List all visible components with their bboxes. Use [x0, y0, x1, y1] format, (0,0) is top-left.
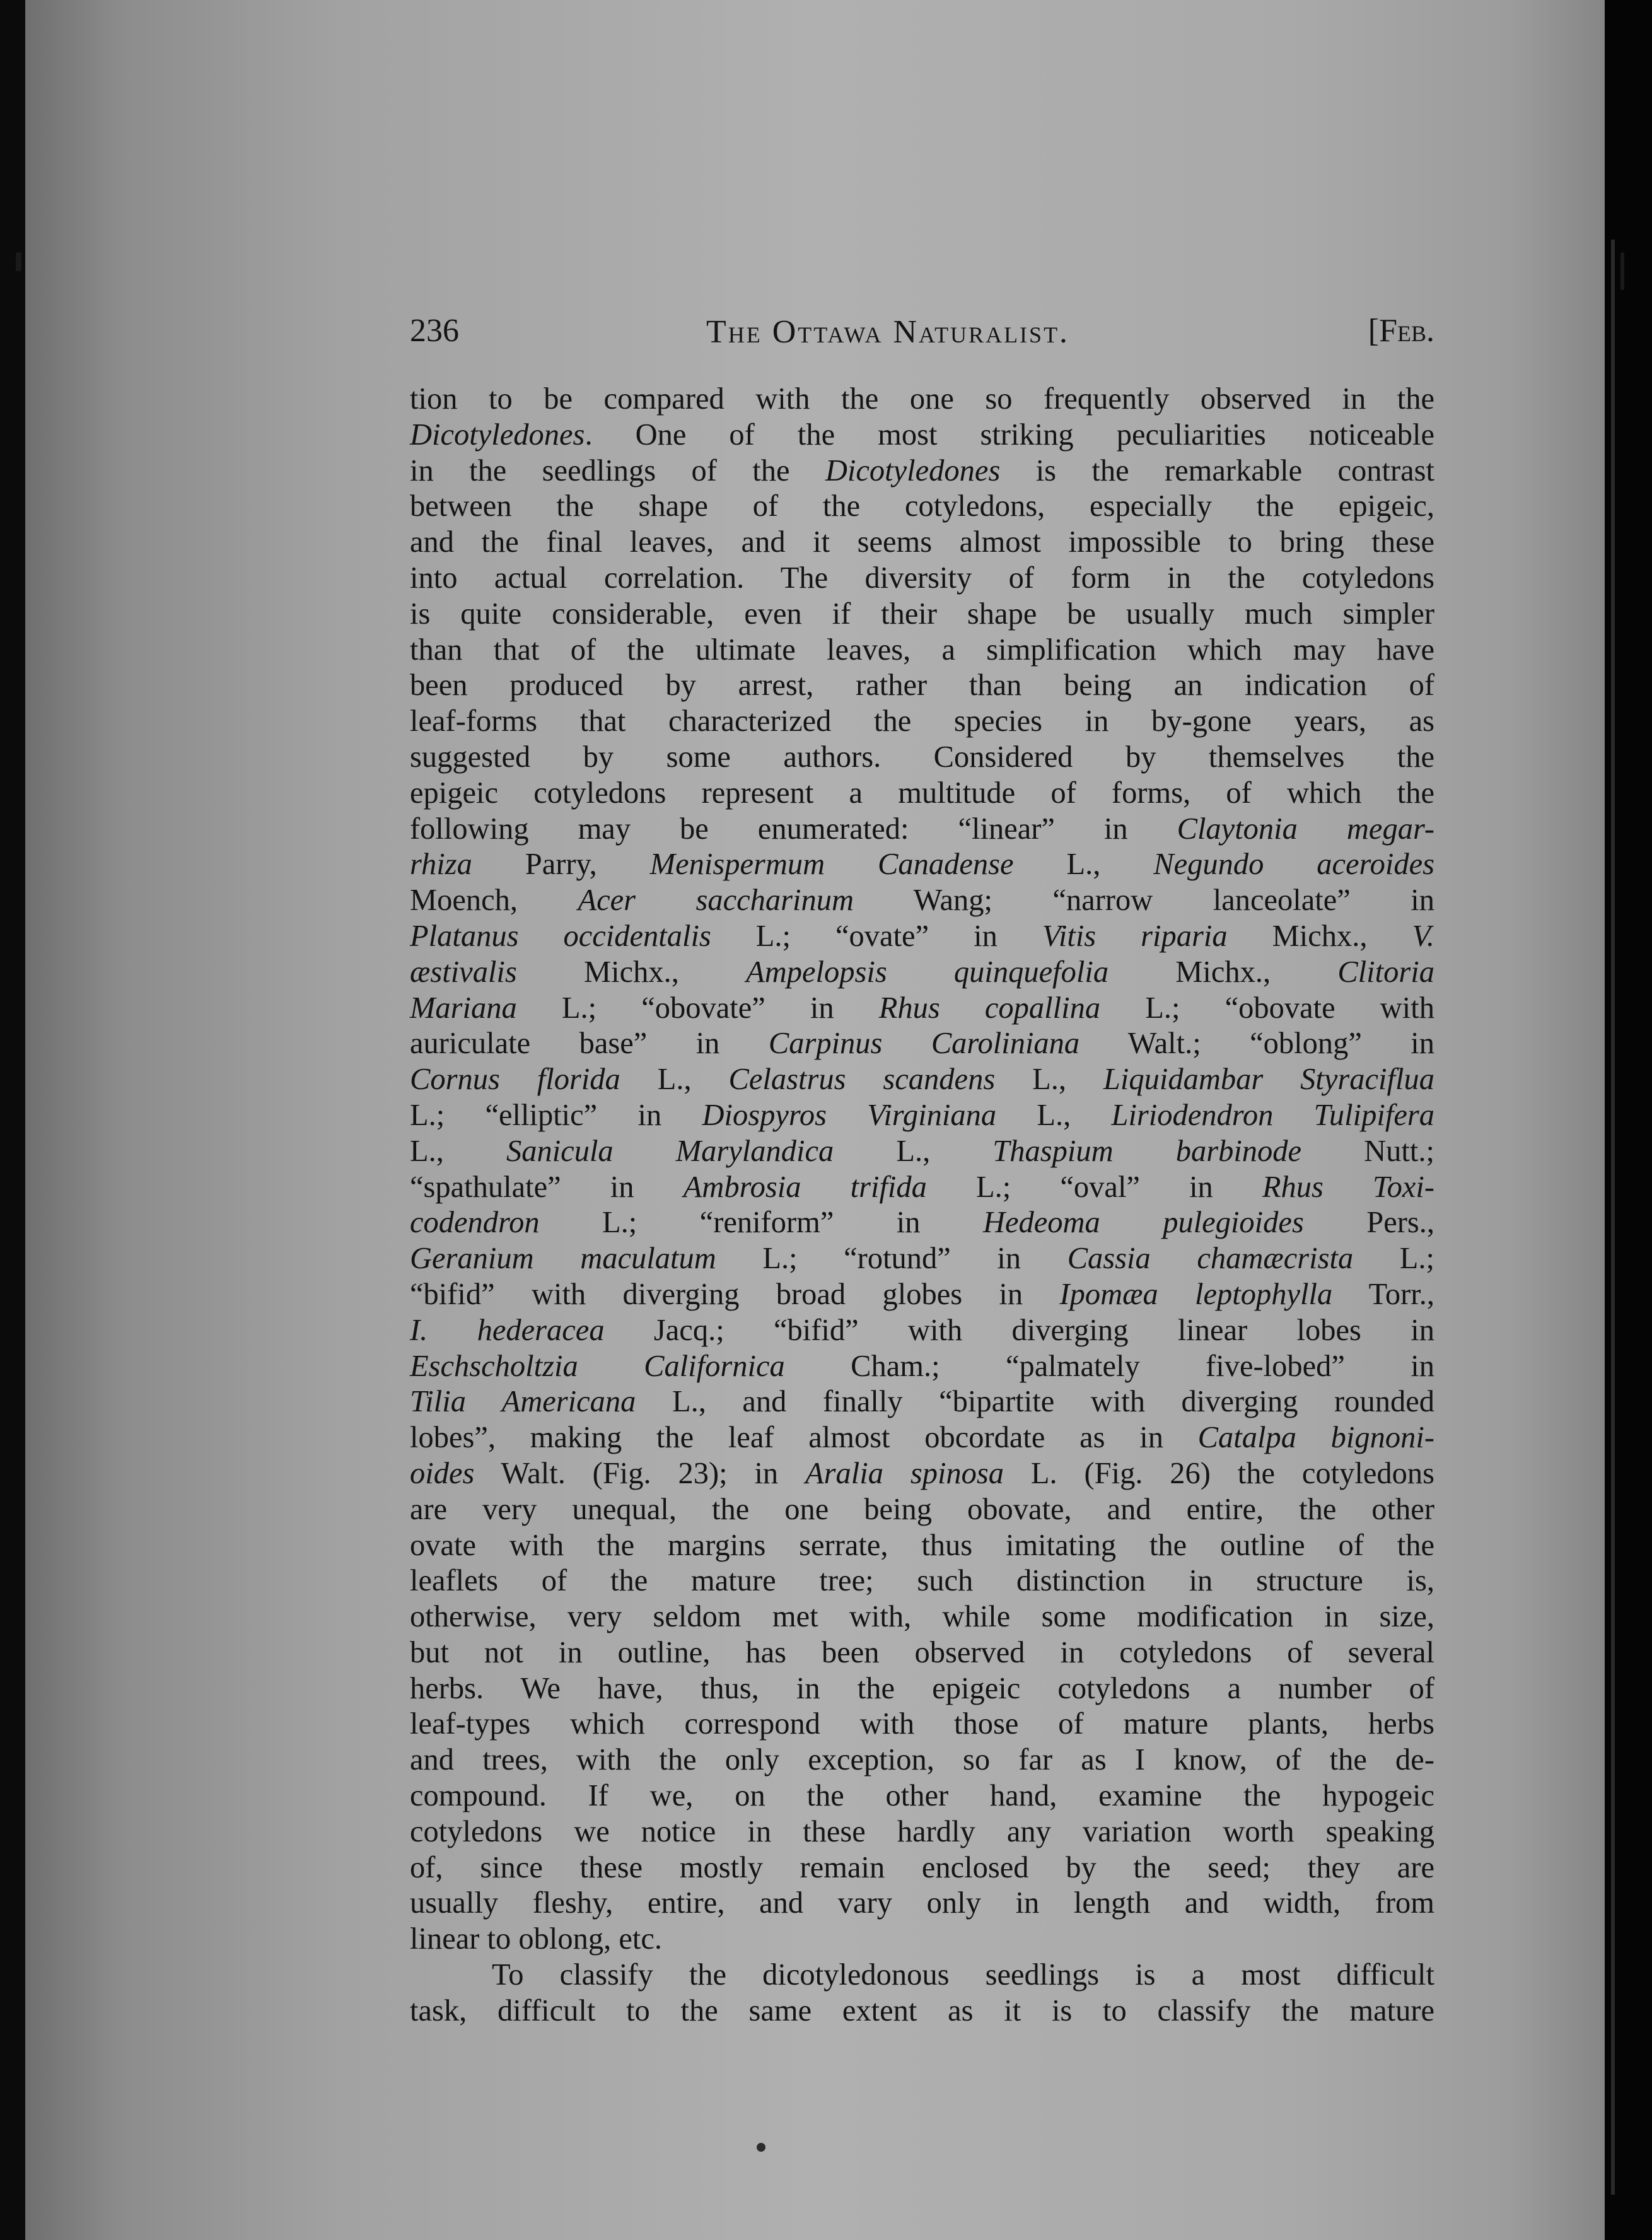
italic-text: Hedeoma pulegioides [982, 1206, 1304, 1240]
italic-text: codendron [410, 1206, 540, 1240]
text-line [410, 1456, 1434, 1492]
italic-text: Clitoria [1337, 955, 1434, 989]
text-segment: Nutt.; [1301, 1134, 1434, 1168]
text-line [410, 668, 1434, 704]
text-line [410, 1528, 1434, 1564]
text-line [410, 525, 1434, 561]
text-segment: L.; “rotund” in [716, 1242, 1067, 1276]
italic-text: Rhus copallina [878, 991, 1101, 1025]
text-line [410, 1563, 1434, 1599]
scan-artifact-mark [16, 252, 21, 271]
text-line [410, 1134, 1434, 1170]
text-segment: usually fleshy, entire, and vary only in length and width, from [410, 1886, 1434, 1920]
text-segment: ovate with the margins serrate, thus imitating the outline of the [410, 1528, 1434, 1562]
text-line [410, 847, 1434, 883]
italic-text: Aralia spinosa [805, 1456, 1004, 1490]
text-line [410, 1313, 1434, 1349]
italic-text: Dicotyledones [825, 453, 1001, 487]
text-segment: . One of the most striking peculiarities noticeable [585, 417, 1434, 452]
text-line [410, 382, 1434, 417]
text-segment: Wang; “narrow lanceolate” in [854, 884, 1434, 918]
italic-text: Ambrosia trifida [683, 1170, 927, 1204]
italic-text: I. hederacea [410, 1313, 605, 1347]
scan-dust-dot [757, 2143, 765, 2152]
text-segment: L., [834, 1134, 993, 1168]
text-line [410, 633, 1434, 668]
italic-text: Sanicula Marylandica [506, 1134, 834, 1168]
text-segment: following may be enumerated: “linear” in [410, 812, 1177, 846]
text-segment: leaf-types which correspond with those of mature plants, herbs [410, 1707, 1434, 1741]
text-segment: of, since these mostly remain enclosed by the seed; they are [410, 1850, 1434, 1884]
text-line [410, 1492, 1434, 1528]
text-segment: Walt.; “oblong” in [1079, 1027, 1434, 1061]
running-head [410, 312, 1434, 356]
text-line [410, 1026, 1434, 1062]
text-line [410, 453, 1434, 489]
text-segment: Moench, [410, 884, 578, 918]
body-text [410, 382, 1434, 2029]
text-segment: Michx., [516, 955, 747, 989]
italic-text: Geranium maculatum [410, 1242, 716, 1276]
text-segment: L. (Fig. 26) the cotyledons [1004, 1456, 1434, 1490]
text-line [410, 489, 1434, 525]
text-line [410, 991, 1434, 1027]
text-segment: L., [995, 1063, 1103, 1097]
text-segment: is quite considerable, even if their shape be usually much simpler [410, 597, 1434, 631]
text-segment: tion to be compared with the one so frequently observed in the [410, 382, 1434, 416]
text-segment: been produced by arrest, rather than being an indication of [410, 668, 1434, 703]
text-line [410, 597, 1434, 633]
text-line [410, 1349, 1434, 1385]
text-line [410, 1957, 1434, 1993]
italic-text: æstivalis [410, 955, 517, 989]
text-segment: Michx., [1108, 955, 1338, 989]
italic-text: Negundo aceroides [1153, 848, 1434, 882]
text-segment: L.; “obovate with [1100, 991, 1434, 1025]
text-line [410, 1062, 1434, 1098]
page-number: 236 [410, 313, 459, 349]
italic-text: Vitis riparia [1042, 919, 1228, 953]
text-segment: Michx., [1227, 919, 1412, 953]
text-segment: L.; “elliptic” in [410, 1098, 702, 1132]
text-segment: herbs. We have, thus, in the epigeic cotyledons a number of [410, 1671, 1434, 1705]
text-segment: L., [410, 1134, 506, 1168]
text-line [410, 1993, 1434, 2029]
italic-text: Cassia chamæcrista [1067, 1242, 1354, 1276]
italic-text: Thaspium barbinode [992, 1134, 1302, 1168]
text-line [410, 776, 1434, 812]
text-segment: “bifid” with diverging broad globes in [410, 1277, 1060, 1311]
text-line [410, 1922, 1434, 1957]
text-segment: and trees, with the only exception, so far as I know, of the de- [410, 1743, 1434, 1777]
text-segment: auriculate base” in [410, 1027, 769, 1061]
text-segment: but not in outline, has been observed in cotyledons of several [410, 1635, 1434, 1669]
text-line [410, 1170, 1434, 1206]
text-line [410, 1778, 1434, 1814]
text-segment: compound. If we, on the other hand, examine the hypogeic [410, 1779, 1434, 1813]
text-line [410, 1706, 1434, 1742]
italic-text: rhiza [410, 848, 472, 882]
italic-text: Acer saccharinum [578, 884, 854, 918]
text-segment: into actual correlation. The diversity of form in the cotyledons [410, 561, 1434, 595]
italic-text: V. [1412, 919, 1434, 953]
scan-artifact-mark [1620, 252, 1624, 290]
italic-text: Rhus Toxi- [1262, 1170, 1434, 1204]
text-segment: are very unequal, the one being obovate, and entire, the other [410, 1492, 1434, 1526]
text-line [410, 1850, 1434, 1886]
text-segment: L.; “oval” in [926, 1170, 1262, 1204]
text-segment: lobes”, making the leaf almost obcordate as in [410, 1421, 1198, 1455]
text-segment: L.; [1353, 1242, 1434, 1276]
text-segment: Torr., [1332, 1277, 1434, 1311]
italic-text: Catalpa bignoni- [1197, 1421, 1435, 1455]
text-line [410, 561, 1434, 597]
text-line [410, 1205, 1434, 1241]
text-line [410, 1420, 1434, 1456]
italic-text: Claytonia megar- [1177, 812, 1434, 846]
italic-text: Eschscholtzia Californica [410, 1349, 785, 1383]
text-segment: L.; “reniform” in [539, 1206, 983, 1240]
text-line [410, 1599, 1434, 1635]
italic-text: Menispermum Canadense [649, 848, 1014, 882]
italic-text: Cornus florida [410, 1063, 620, 1097]
text-segment: in the seedlings of the [410, 453, 825, 487]
text-line [410, 1277, 1434, 1313]
italic-text: oides [410, 1456, 475, 1490]
text-segment: Cham.; “palmately five-lobed” in [784, 1349, 1434, 1383]
text-segment: L.; “obovate” in [516, 991, 879, 1025]
text-segment: between the shape of the cotyledons, especially the epigeic, [410, 489, 1434, 523]
text-line [410, 1671, 1434, 1707]
text-segment: To classify the dicotyledonous seedlings is a most difficult [492, 1958, 1434, 1992]
text-segment: Jacq.; “bifid” with diverging linear lobes in [604, 1313, 1434, 1347]
text-segment: and the final leaves, and it seems almost impossible to bring these [410, 525, 1434, 559]
text-line [410, 1635, 1434, 1671]
italic-text: Platanus occidentalis [410, 919, 711, 953]
text-line [410, 883, 1434, 919]
text-segment: linear to oblong, etc. [410, 1922, 663, 1956]
text-segment: suggested by some authors. Considered by themselves the [410, 740, 1434, 774]
text-line [410, 955, 1434, 991]
text-line [410, 704, 1434, 740]
text-segment: L., and finally “bipartite with diverging rounded [636, 1385, 1434, 1419]
italic-text: Tilia Americana [410, 1385, 636, 1419]
text-line [410, 1814, 1434, 1850]
text-line [410, 1886, 1434, 1922]
italic-text: Celastrus scandens [728, 1063, 996, 1097]
text-segment: “spathulate” in [410, 1170, 683, 1204]
text-line [410, 740, 1434, 776]
italic-text: Diospyros Virginiana [702, 1098, 997, 1132]
text-line [410, 919, 1434, 955]
text-segment: is the remarkable contrast [1000, 453, 1434, 487]
text-segment: leaf-forms that characterized the species in by-gone years, as [410, 704, 1434, 738]
text-segment: otherwise, very seldom met with, while some modification in size, [410, 1600, 1434, 1634]
text-line [410, 417, 1434, 453]
text-segment: Walt. (Fig. 23); in [474, 1456, 806, 1490]
text-segment: epigeic cotyledons represent a multitude of forms, of which the [410, 776, 1434, 810]
section-mark: [Feb. [1368, 313, 1434, 349]
italic-text: Mariana [410, 991, 517, 1025]
text-segment: L., [996, 1098, 1112, 1132]
text-line [410, 1241, 1434, 1277]
italic-text: Ampelopsis quinquefolia [746, 955, 1109, 989]
text-segment: task, difficult to the same extent as it is to classify the mature [410, 1993, 1434, 2027]
text-line [410, 1384, 1434, 1420]
italic-text: Liquidambar Styraciflua [1103, 1063, 1434, 1097]
text-segment: than that of the ultimate leaves, a simplification which may have [410, 633, 1434, 667]
text-segment: L.; “ovate” in [711, 919, 1042, 953]
text-line [410, 1098, 1434, 1134]
text-segment: cotyledons we notice in these hardly any variation worth speaking [410, 1814, 1434, 1848]
text-segment: L., [620, 1063, 729, 1097]
text-segment: leaflets of the mature tree; such distinction in structure is, [410, 1564, 1434, 1598]
italic-text: Dicotyledones [410, 417, 585, 452]
journal-title: The Ottawa Naturalist. [706, 314, 1070, 350]
text-segment: L., [1013, 848, 1154, 882]
text-line [410, 812, 1434, 848]
italic-text: Ipomæa leptophylla [1059, 1277, 1333, 1311]
page-edge-line [1611, 240, 1615, 2195]
text-segment: Parry, [472, 848, 650, 882]
text-line [410, 1742, 1434, 1778]
text-segment: Pers., [1303, 1206, 1434, 1240]
italic-text: Liriodendron Tulipifera [1111, 1098, 1434, 1132]
italic-text: Carpinus Caroliniana [768, 1027, 1080, 1061]
